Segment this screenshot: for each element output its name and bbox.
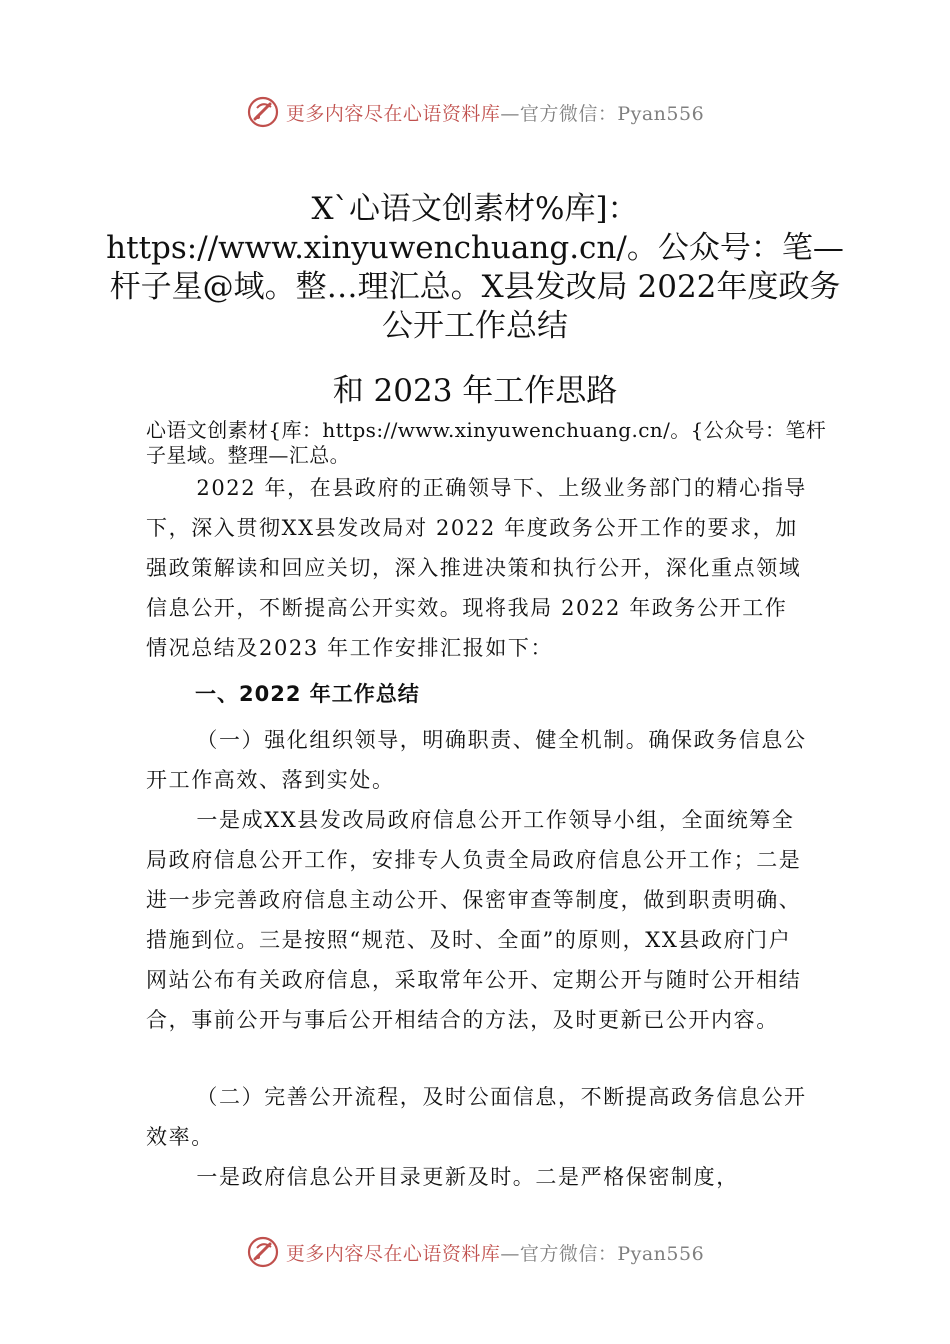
subsection-body-1: 一是成XX县发改局政府信息公开工作领导小组，全面统筹全局政府信息公开工作，安排专人负责全局政府信息公开工作；二是进一步完善政府信息主动公开、保密审查等制度，做到职责明确、措施到位。三是按照“规范、及时、全面”的原则，XX县政府门户网站公布有关政府信息，采取常年公开、定期公开与随时公开相结合，事前公开与事后公开相结合的方法，及时更新已公开内容。 — [146, 808, 802, 1032]
watermark-contact-text: 官方微信：Pyan556 — [519, 1242, 705, 1265]
watermark-brand-text: 更多内容尽在心语资料库 — [285, 102, 501, 125]
watermark-brand-text: 更多内容尽在心语资料库 — [285, 1242, 501, 1265]
watermark-separator: — — [500, 102, 520, 125]
intro-paragraph: 2022 年，在县政府的正确领导下、上级业务部门的精心指导下，深入贯彻XX县发改局对 2022 年度政务公开工作的要求，加强政策解读和回应关切，深入推进决策和执行公开，深化重点领域信息公开，不断提高公开实效。现将我局 2022 年政务公开工作情况总结及2023 年工作安排汇报如下： — [146, 476, 807, 660]
section-heading: 一、2022 年工作总结 — [195, 682, 420, 706]
brand-logo-icon — [246, 1235, 280, 1269]
header-watermark — [0, 92, 950, 132]
brand-logo-icon — [246, 95, 280, 129]
watermark-contact-text: 官方微信：Pyan556 — [519, 102, 705, 125]
footer-watermark — [0, 1232, 950, 1272]
subsection-heading-2: （二）完善公开流程，及时公面信息，不断提高政务信息公开效率。 — [146, 1085, 807, 1149]
source-line: 心语文创素材{库：https://www.xinyuwenchuang.cn/。{公众号：笔杆子星域。整理—汇总。 — [146, 418, 827, 467]
watermark-separator: — — [500, 1242, 520, 1265]
subsection-body-2: 一是政府信息公开目录更新及时。二是严格保密制度， — [196, 1165, 739, 1189]
document-title: X`心语文创素材%库]：https://www.xinyuwenchuang.cn/。公众号：笔—杆子星@域。整…理汇总。X县发改局 2022年度政务公开工作总结 — [106, 191, 844, 344]
document-subtitle: 和 2023 年工作思路 — [332, 373, 618, 409]
subsection-heading-1: （一）强化组织领导，明确职责、健全机制。确保政务信息公开工作高效、落到实处。 — [146, 728, 807, 792]
